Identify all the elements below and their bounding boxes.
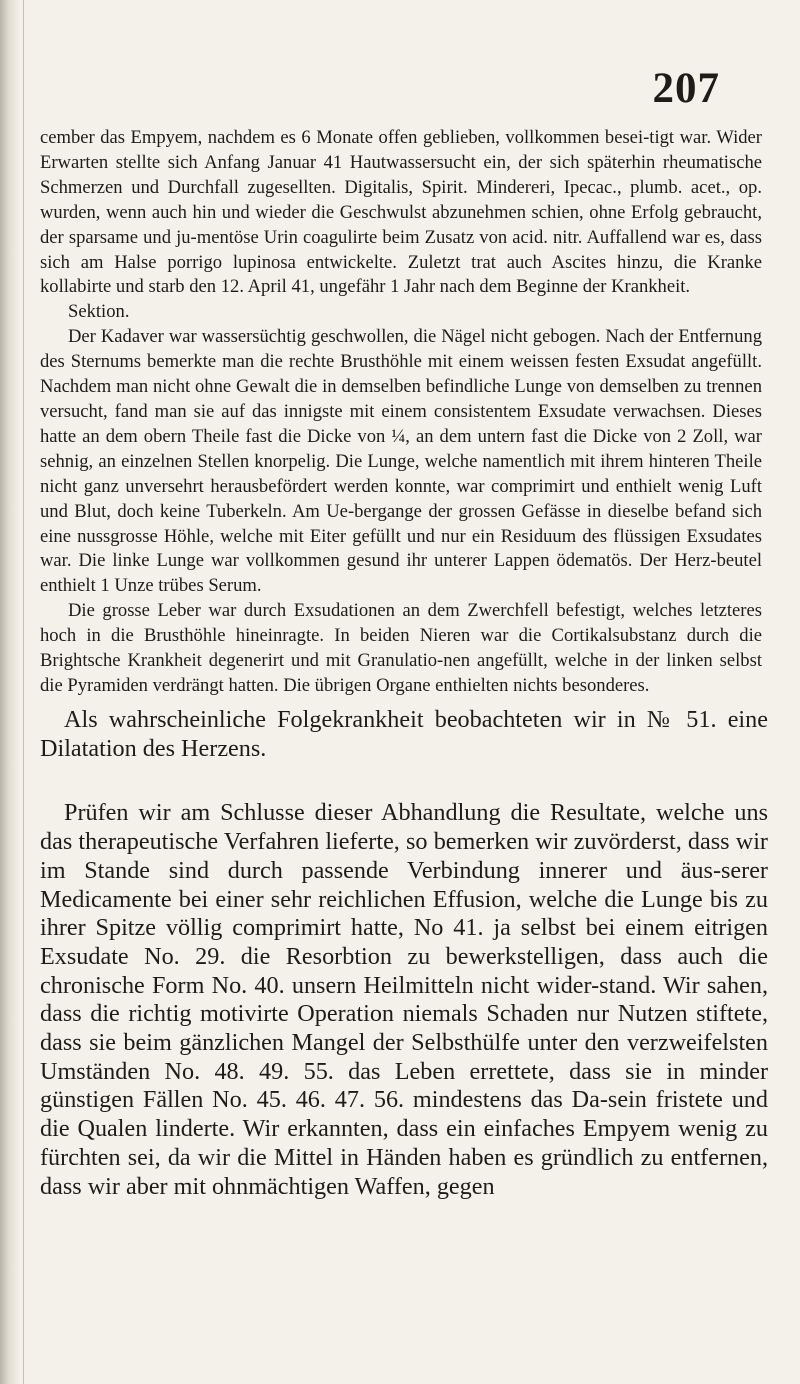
case-paragraph-autopsy-abdomen: Die grosse Leber war durch Exsudationen an dem Zwerchfell befestigt, welches letzteres hoch in die Brusthöhle hineinragte. In beiden Nieren war die Cortikalsubstanz durch die Brightsche Krankheit degenerirt und mit Granulatio-nen angefüllt, welche in der linken selbst die Pyramiden verdrängt hatten. Die übrigen Organe enthielten nichts besonderes. [40,600,762,696]
section-heading-sektion: Sektion. [68,301,130,323]
paragraph-therapy-results: Prüfen wir am Schlusse dieser Abhandlung die Resultate, welche uns das therapeutische Verfahren lieferte, so bemerken wir zuvörderst, dass wir im Stande sind durch passende Verbindung innerer und äus-serer Medicamente bei einer sehr reichlichen Effusion, welche die Lunge bis zu ihrer Spitze völlig comprimirt hatte, No 41. ja selbst bei einem eitrigen Exsudate No. 29. die Resorbtion zu bewerkstelligen, dass auch die chronische Form No. 40. unsern Heilmitteln nicht wider-stand. Wir sahen, dass die richtig motivirte Operation niemals Schaden nur Nutzen stiftete, dass sie beim gänzlichen Mangel der Selbsthülfe unter den verzweifelsten Umständen No. 48. 49. 55. das Leben errettete, dass sie in minder günstigen Fällen No. 45. 46. 47. 56. mindestens das Da-sein fristete und die Qualen linderte. Wir erkannten, dass ein einfaches Empyem wenig zu fürchten sei, da wir die Mittel in Händen haben es gründlich zu entfernen, dass wir aber mit ohnmächtigen Waffen, gegen [40,799,768,1200]
page-number: 207 [652,65,720,112]
case-paragraph-course: cember das Empyem, nachdem es 6 Monate offen geblieben, vollkommen besei-tigt war. Wider Erwarten stellte sich Anfang Januar 41 Hautwassersucht ein, der sich späterhin rheumatische Schmerzen und Durchfall zugesellten. Digitalis, Spirit. Mindereri, Ipecac., plumb. acet., op. wurden, wenn auch hin und wieder die Geschwulst abzunehmen schien, ohne Erfolg gebraucht, der sparsame und ju-mentöse Urin coagulirte beim Zusatz von acid. nitr. Auffallend war es, dass sich am Halse porrigo lupinosa entwickelte. Zuletzt trat auch Ascites hinzu, die Kranke kollabirte und starb den 12. April 41, ungefähr 1 Jahr nach dem Beginne der Krankheit. [40,127,762,298]
case-report-text [40,126,762,699]
case-paragraph-autopsy-thorax: Der Kadaver war wassersüchtig geschwollen, die Nägel nicht gebogen. Nach der Entfernung des Sternums bemerkte man die rechte Brusthöhle mit einem weissen festen Exsudat angefüllt. Nachdem man nicht ohne Gewalt die in demselben befindliche Lunge von demselben zu trennen versucht, fand man sie auf das innigste mit einem consistentem Exsudate verwachsen. Dieses hatte an dem obern Theile fast die Dicke von ¼, an dem untern fast die Dicke von 2 Zoll, war sehnig, an einzelnen Stellen knorpelig. Die Lunge, welche namentlich mit ihrem hinteren Theile nicht ganz unversehrt herausbefördert werden konnte, war comprimirt und enthielt wenig Luft und Blut, doch keine Tuberkeln. Am Ue-bergange der grossen Gefässe in dieselbe befand sich eine nussgrosse Höhle, welche mit Eiter gefüllt und nur ein Residuum des flüssigen Exsudates war. Die linke Lunge war vollkommen gesund ihr unterer Lappen ödematös. Der Herz-beutel enthielt 1 Unze trübes Serum. [40,326,762,597]
paragraph-sequela: Als wahrscheinliche Folgekrankheit beobachteten wir in № 51. eine Dilatation des Herzens. [40,706,768,762]
conclusion-text [40,706,768,1201]
page-fold-line [23,0,24,1384]
page-binding-shadow [0,0,20,1384]
